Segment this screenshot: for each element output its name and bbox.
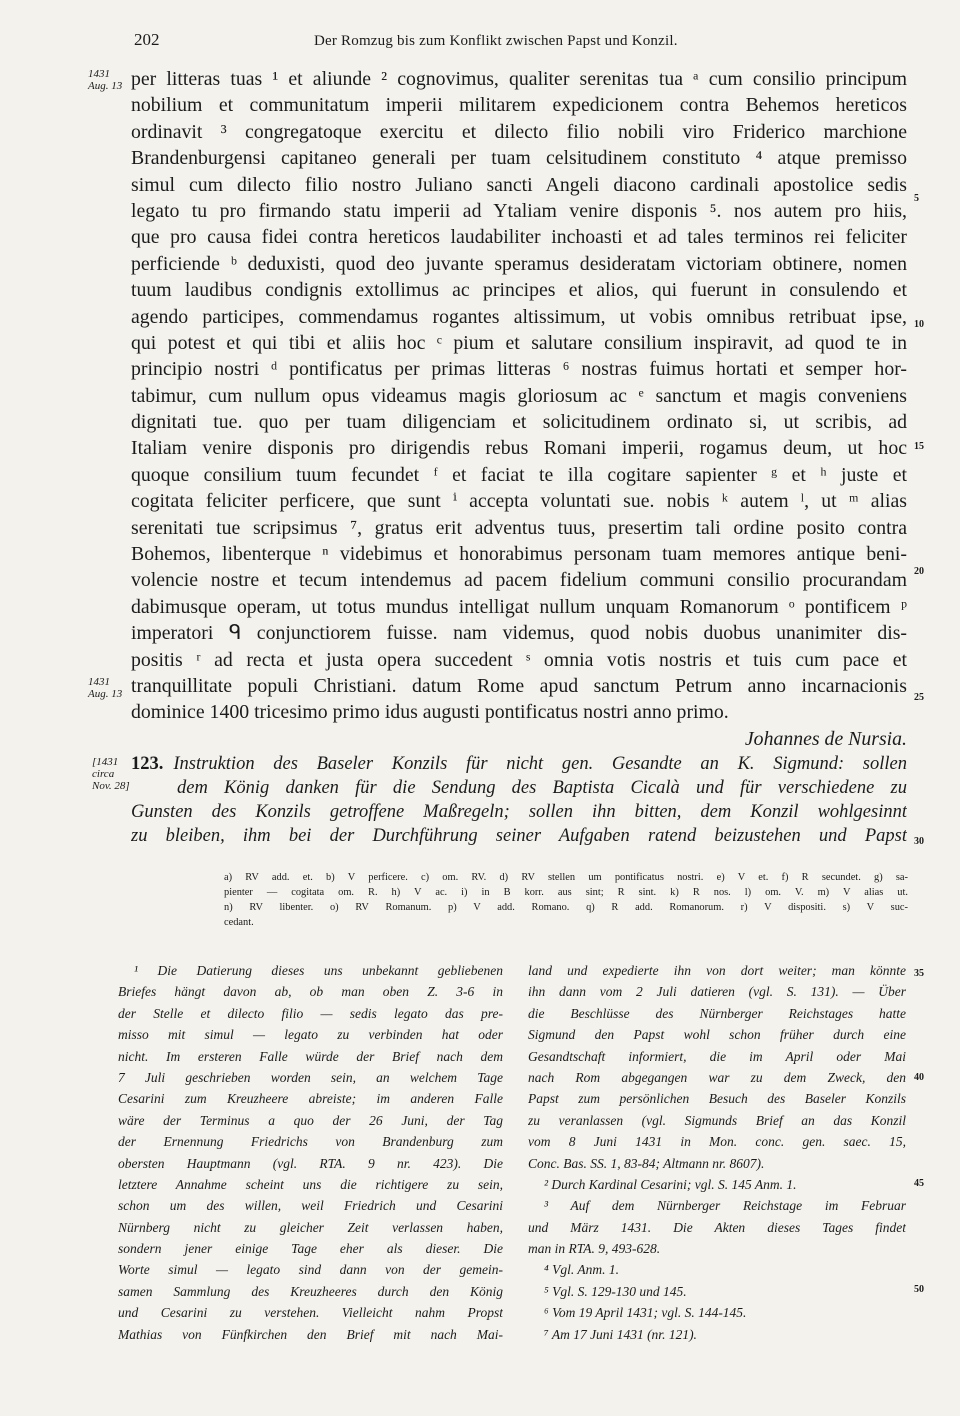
footnote-line: zu veranlassen (vgl. Sigmunds Brief an das Konzil	[528, 1112, 906, 1128]
footnote-line: der Ernennung Friedrichs von Brandenburg zum	[118, 1134, 503, 1150]
footnote-line: Briefes hängt davon ab, ob man oben Z. 3-6 in	[118, 984, 503, 1000]
text-line: dignitati tue. quo per tuam diligenciam et solicitudinem ordinato si, ut scribis, ad	[131, 411, 907, 434]
footnote-line: der Stelle et dilecto filio — sedis legato das pre-	[118, 1005, 503, 1021]
page-number: 202	[134, 30, 160, 49]
running-title: Der Romzug bis zum Konflikt zwischen Papst und Konzil.	[314, 33, 678, 49]
text-line: volencie nostre et tecum intendemus ad pacem fidelium communi consilio procurandam	[131, 569, 907, 592]
text-line: agendo participes, commendamus rogantes altissimum, ut vobis omnibus retribuat ipse,	[131, 305, 907, 328]
footnote-line: Gesandtschaft informiert, die im April oder Mai	[528, 1048, 906, 1064]
margin-doc-date: [1431 circa Nov. 28]	[92, 756, 130, 792]
text-line: cogitata feliciter perficere, que sunt ⁱ accepta voluntati sue. nobis ᵏ autem ˡ, ut ᵐ alias	[131, 490, 907, 513]
signature: Johannes de Nursia.	[744, 727, 907, 750]
footnote-line: ⁶ Vom 19 April 1431; vgl. S. 144-145.	[544, 1305, 747, 1321]
footnote-line: nicht. Im ersteren Falle würde der Brief nach dem	[118, 1048, 503, 1064]
line-number: 30	[914, 836, 924, 847]
footnote-line: land und expedierte ihn von dort weiter; man könnte	[528, 963, 906, 978]
footnotes-right-column	[528, 960, 906, 1345]
heading-line: dem König danken für die Sendung des Baptista Cicalà und für verschiedene zu	[177, 778, 907, 798]
line-number: 15	[914, 441, 924, 452]
variant-line: a) RV add. et. b) V perficere. c) om. RV. d) RV stellen um pontificatus nostri. e) V et. f) R secundet. g) sa-	[224, 872, 908, 883]
line-number: 25	[914, 692, 924, 703]
footnote-line: Conc. Bas. SS. 1, 83-84; Altmann nr. 8607).	[528, 1155, 765, 1171]
footnote-line: und März 1431. Die Akten dieses Tages findet	[528, 1219, 906, 1235]
footnote-line: wäre der Terminus a quo der 26 Juni, der Tag	[118, 1112, 503, 1128]
footnote-line: Papst zum persönlichen Besuch des Baseler Konzils	[528, 1091, 906, 1107]
footnote-line: ⁷ Am 17 Juni 1431 (nr. 121).	[544, 1326, 697, 1342]
document-number: 123.	[131, 754, 164, 774]
text-line: qui potest et qui tibi et aliis hoc ᶜ pium et salutare consilium inspiravit, ad quod te in	[131, 331, 907, 354]
line-number: 5	[914, 193, 919, 204]
text-line: Bohemos, libenterque ⁿ videbimus et honorabimus personam tuam memores antique beni-	[131, 543, 907, 566]
text-line: dominice 1400 tricesimo primo idus augusti pontificatus nostri anno primo.	[131, 701, 729, 724]
footnote-line: 7 Juli geschrieben worden sein, an welchem Tage	[118, 1069, 503, 1085]
footnote-line: vom 8 Juni 1431 in Mon. conc. gen. saec. 15,	[528, 1134, 906, 1150]
heading-line: zu bleiben, ihm bei der Durchführung seiner Aufgaben ratend beizustehen und Papst	[131, 826, 907, 846]
footnotes-left-column	[118, 960, 503, 1345]
text-line: imperatori ᑫ conjunctiorem fuisse. nam videmus, quod nobis duobus unanimiter dis-	[131, 622, 907, 645]
heading-line: Instruktion des Baseler Konzils für nicht gen. Gesandte an K. Sigmund: sollen	[173, 754, 907, 774]
document-heading	[131, 752, 907, 848]
text-line: positis ʳ ad recta et justa opera succedent ˢ omnia votis nostris et tuis cum pace et	[131, 648, 907, 671]
line-number: 40	[914, 1072, 924, 1083]
footnote-line: Sigmund den Papst wohl schon früher durch eine	[528, 1027, 906, 1043]
footnote-line: nach Rom abgegangen war zu dem Zweck, den	[528, 1069, 906, 1085]
footnote-line: und Cesarini zu verstehen. Vielleicht nahm Propst	[118, 1305, 503, 1321]
text-line: Italiam venire disponis pro dirigendis rebus Romani imperii, rogamus deum, ut hoc	[131, 437, 907, 460]
text-line: Brandenburgensi capitaneo generali per tuam celsitudinem constituto ⁴ atque premisso	[131, 147, 907, 170]
text-line: tranquillitate populi Christiani. datum Rome apud sanctum Petrum anno incarnacionis	[131, 674, 907, 697]
text-line: principio nostri ᵈ pontificatus per primas litteras ⁶ nostras fuimus hortati et semper hor-	[131, 358, 907, 381]
text-line: legato tu pro firmando statu imperii ad Ytaliam venire disponis ⁵. nos autem pro hiis,	[131, 199, 907, 222]
text-line: nobilium et communitatum imperii militarem expedicionem contra Behemos hereticos	[131, 94, 907, 117]
text-line: tuum laudibus condignis extollimus ac principes et alios, qui fuerunt in consulendo et	[131, 279, 907, 302]
footnote-line: samen Sammlung des Kreuzheeres durch den König	[118, 1283, 503, 1299]
line-number: 50	[914, 1284, 924, 1295]
line-number: 20	[914, 566, 924, 577]
footnote-line: ¹ Die Datierung dieses uns unbekannt gebliebenen	[134, 963, 503, 978]
footnote-line: Nürnberg nicht zu gleicher Zeit verlassen haben,	[118, 1219, 503, 1235]
footnote-line: die Beschlüsse des Nürnberger Reichstages hatte	[528, 1005, 906, 1021]
variant-apparatus	[224, 870, 908, 930]
variant-line: pienter — cogitata om. R. h) V ac. i) in B korr. aus sint; R sint. k) R nos. l) om. V. m) V alias ut.	[224, 887, 908, 898]
footnote-line: ihn dann vom 2 Juli datieren (vgl. S. 131). — Über	[528, 984, 906, 1000]
footnote-line: ³ Auf dem Nürnberger Reichstage im Februar	[544, 1198, 906, 1214]
footnote-line: ⁴ Vgl. Anm. 1.	[544, 1262, 619, 1278]
line-number: 35	[914, 968, 924, 979]
footnote-line: Worte simul — legato sind dann von der gemein-	[118, 1262, 503, 1278]
text-line: serenitati tue scripsimus ⁷, gratus erit adventus tuus, presertim tali ordine posito contra	[131, 516, 907, 539]
footnote-line: Mathias von Fünfkirchen den Brief mit nach Mai-	[118, 1326, 503, 1342]
footnote-line: ⁵ Vgl. S. 129-130 und 145.	[544, 1283, 687, 1299]
text-line: perficiende ᵇ deduxisti, quod deo juvante speramus desideratam victoriam obtinere, nomen	[131, 252, 907, 275]
text-line: quoque consilium tuum fecundet ᶠ et faciat te illa cogitare sapienter ᵍ et ʰ juste et	[131, 463, 907, 486]
footnote-line: man in RTA. 9, 493-628.	[528, 1241, 661, 1257]
text-line: dabimusque operam, ut totus mundus intelligat nullum unquam Romanorum ᵒ pontificem ᵖ	[131, 595, 907, 618]
line-number: 45	[914, 1178, 924, 1189]
heading-line: Gunsten des Konzils getroffene Maßregeln; sollen ihn bitten, dem Konzil wohlgesinnt	[131, 802, 907, 822]
margin-date-top: 1431 Aug. 13	[88, 68, 123, 92]
footnote-line: obersten Hauptmann (vgl. RTA. 9 nr. 423). Die	[118, 1155, 503, 1171]
footnote-line: ² Durch Kardinal Cesarini; vgl. S. 145 Anm. 1.	[544, 1176, 797, 1192]
footnote-line: schon um des willen, weil Friedrich und Cesarini	[118, 1198, 503, 1214]
line-number: 10	[914, 319, 924, 330]
variant-line: cedant.	[224, 917, 254, 928]
margin-date-bottom: 1431 Aug. 13	[88, 676, 123, 700]
footnote-line: misso mit simul — legato zu verbinden hat oder	[118, 1027, 503, 1043]
footnote-line: Cesarini zum Kreuzheere abreiste; im anderen Falle	[118, 1091, 503, 1107]
text-line: simul cum dilecto filio nostro Juliano sancti Angeli diacono cardinali apostolice sedis	[131, 173, 907, 196]
footnote-line: letztere Annahme scheint uns die richtigere zu sein,	[118, 1176, 503, 1192]
letter-text	[131, 66, 907, 752]
variant-line: n) RV libenter. o) RV Romanum. p) V add. Romano. q) R add. Romanorum. r) V dispositi. s) V suc-	[224, 902, 908, 913]
footnote-line: sondern jener einige Tage eher als dieser. Die	[118, 1241, 503, 1257]
text-line: que pro causa fidei contra hereticos laudabiliter inchoasti et ad tales terminos rei feliciter	[131, 226, 907, 249]
text-line: tabimur, cum nullum opus videamus magis gloriosum ac ᵉ sanctum et magis conveniens	[131, 384, 907, 407]
text-line: per litteras tuas ¹ et aliunde ² cognovimus, qualiter serenitas tua ᵃ cum consilio principum	[131, 68, 907, 90]
text-line: ordinavit ³ congregatoque exercitu et dilecto filio nobili viro Friderico marchione	[131, 120, 907, 143]
